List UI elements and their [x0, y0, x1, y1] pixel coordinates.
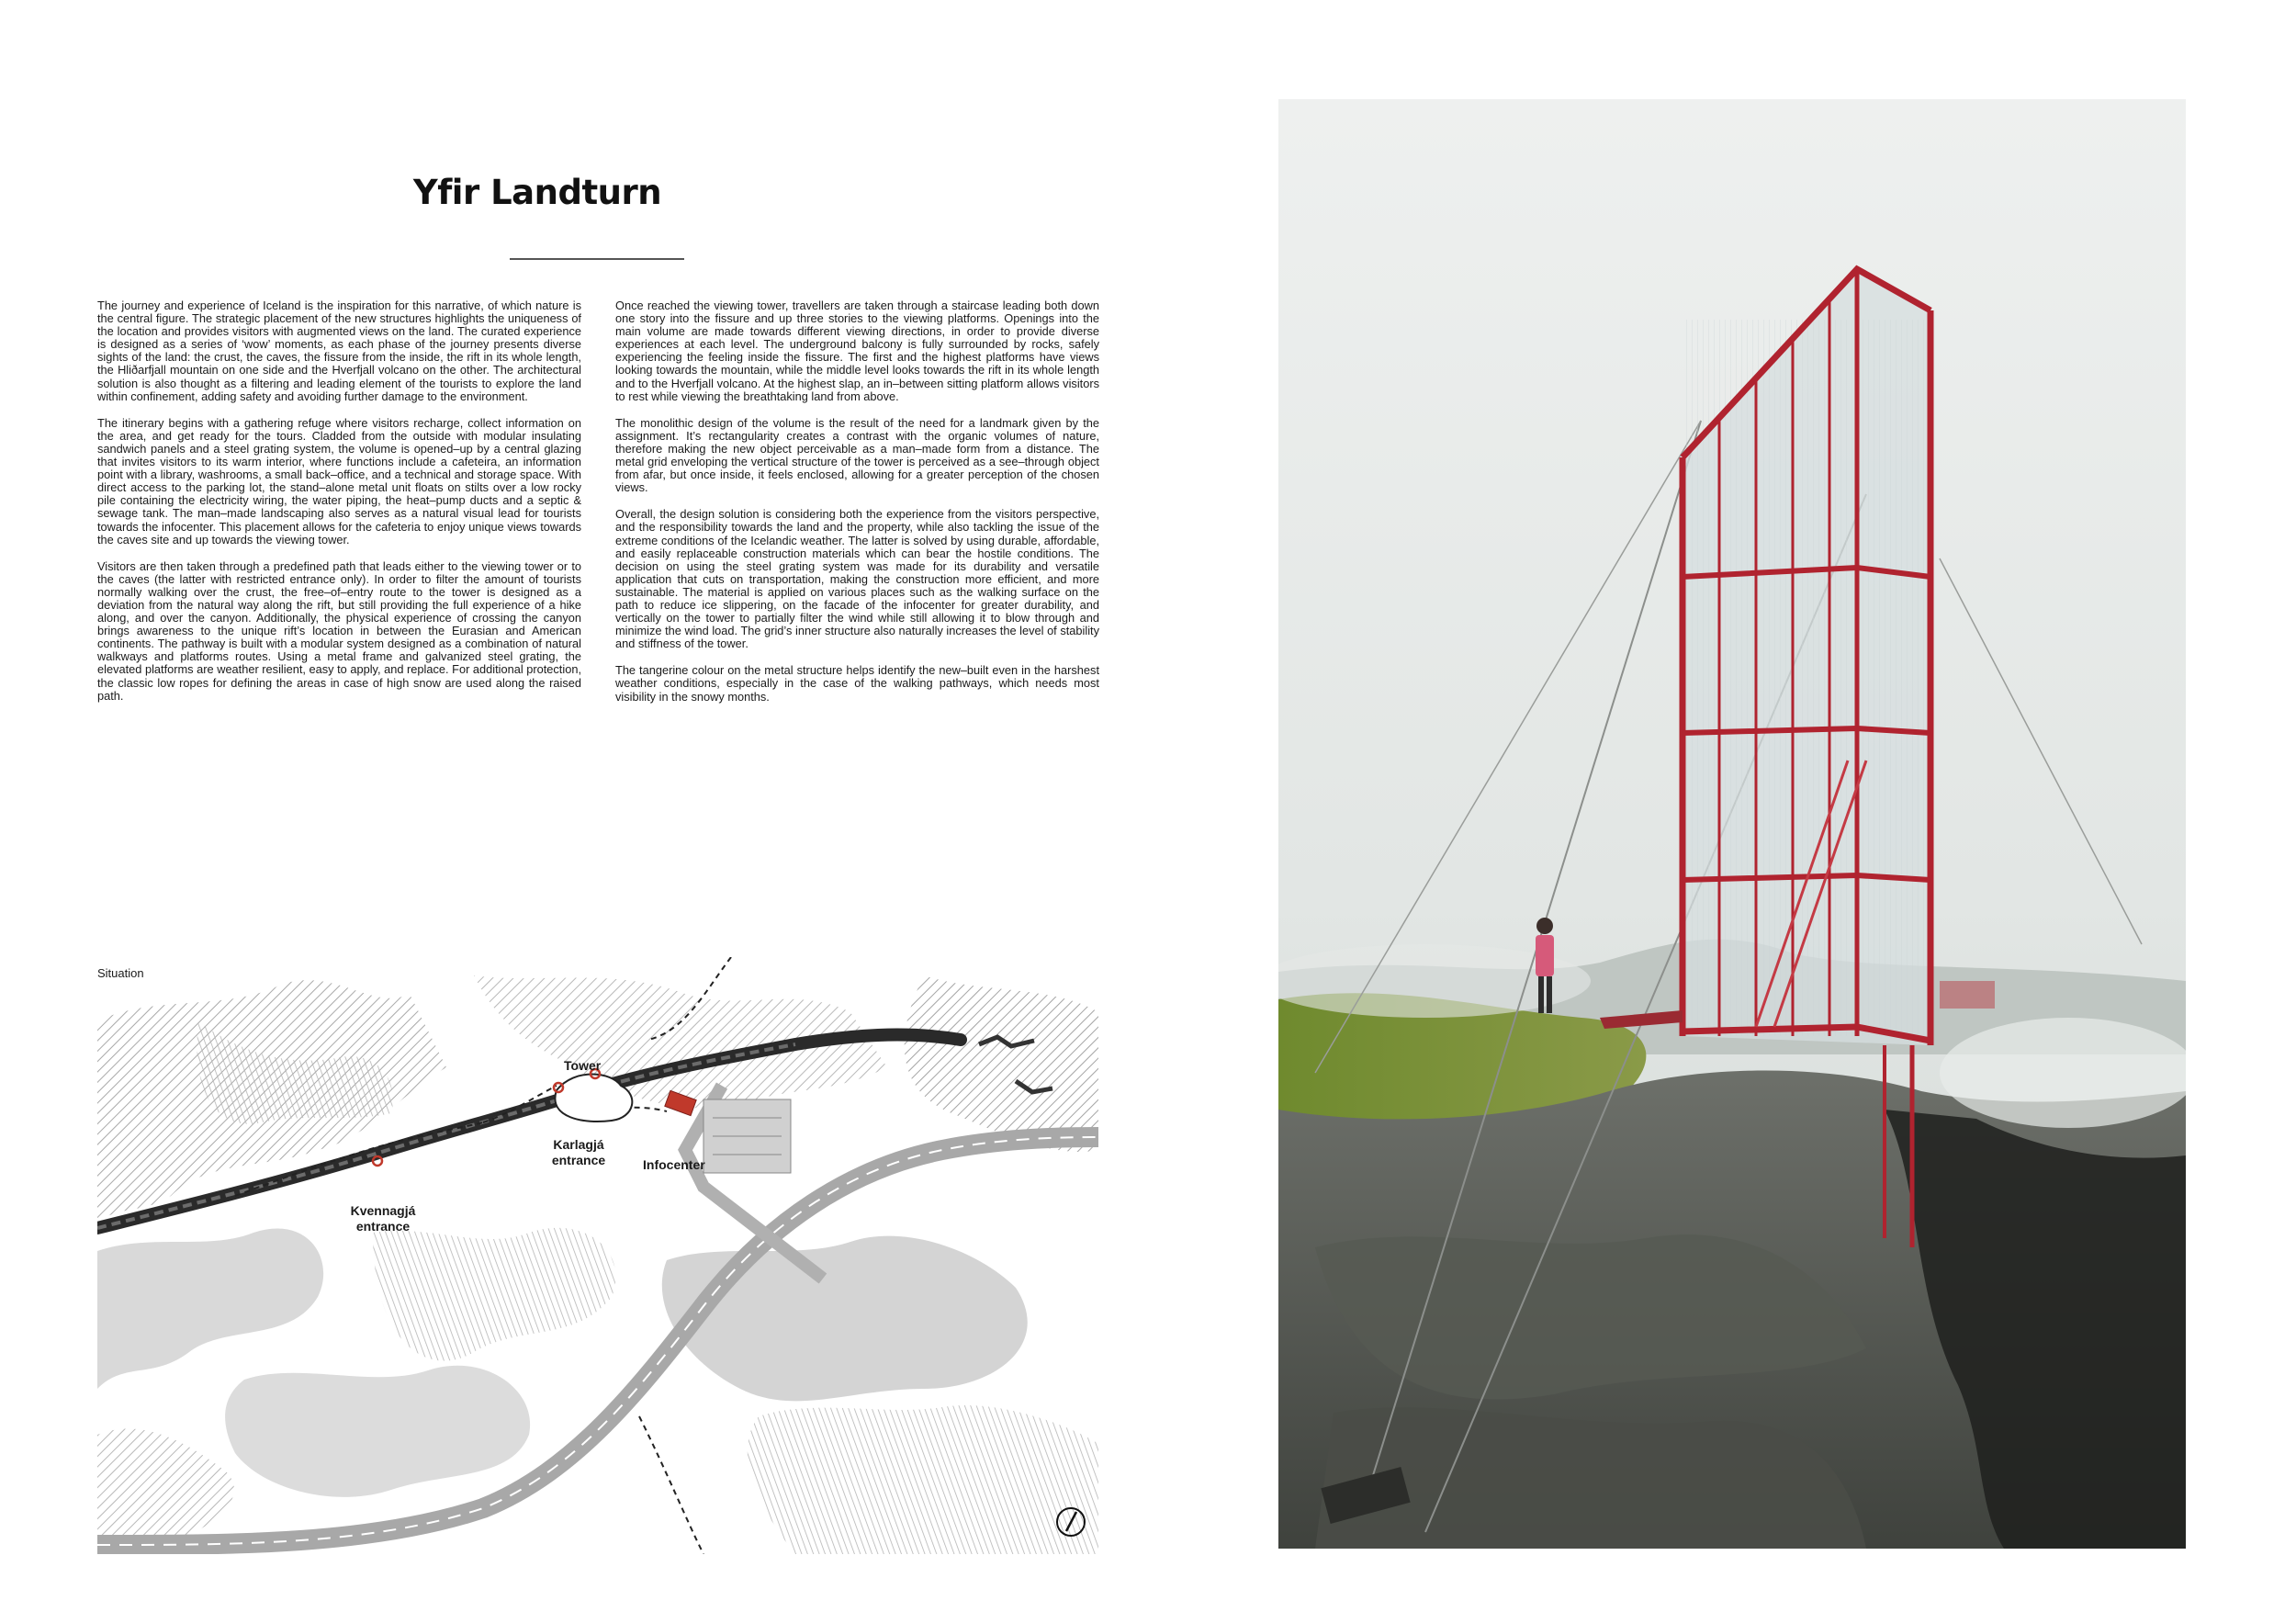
label-infocenter: Infocenter — [643, 1157, 705, 1172]
tower-rendering — [1278, 99, 2186, 1549]
label-line: entrance — [551, 1153, 606, 1167]
steam — [1940, 1018, 2186, 1128]
label-line: entrance — [355, 1219, 411, 1234]
terrain-area — [748, 1405, 1098, 1554]
terrain-area — [905, 975, 1098, 1152]
infocenter-distant — [1940, 981, 1995, 1009]
situation-map — [97, 957, 1098, 1554]
map-caption: Situation — [97, 966, 144, 980]
terrain-area — [97, 1228, 323, 1389]
footpath — [639, 1416, 703, 1554]
label-tower: Tower — [564, 1058, 602, 1073]
text-column-left — [97, 299, 581, 716]
title-divider — [510, 258, 684, 260]
paragraph: The journey and experience of Iceland is the inspiration for this narrative, of which nature is the central figure. The strategic placement of the new structures highlights the uniqueness of the location and provides visitors with augmented views on the land. The curated experience is designed as a series of ‘wow’ moments, as each phase of the journey presents diverse sights of the land: the crust, the caves, the fissure from the inside, the rift in its whole length, the Hliðarfjall mountain on one side and the Hverfjall volcano on the other. The architectural solution is also thought as a filtering and leading element of the tourists to explore the land within confinement, adding safety and avoiding further damage to the environment. — [97, 299, 581, 403]
paragraph: The itinerary begins with a gathering refuge where visitors recharge, collect information on the area, and get ready for the tours. Cladded from the outside with modular insulating sandwich panels and a steel grating system, the volume is opened–up by a central glazing that invites visitors to its warm interior, where functions include a cafeteira, an information point with a library, washrooms, a small back–office, and a technical and storage space. With direct access to the parking lot, the stand–alone metal unit floats on stilts over a low rocky pile containing the electricity wiring, the water piping, the heat–pump ducts and a septic & sewage tank. The man–made landscaping also serves as a natural visual lead for tourists towards the infocenter. This placement allows for the cafeteria to enjoy unique views towards the caves site and up towards the viewing tower. — [97, 415, 581, 547]
paragraph: Once reached the viewing tower, travellers are taken through a staircase leading both down one story into the fissure and up three stories to the viewing platforms. Openings into the main volume are made towards different viewing directions, in order to provide diverse experiences at each level. The underground balcony is fully surrounded by rocks, safely experiencing the feeling inside the fissure. The first and the highest platforms have views looking towards the mountain, while the middle level looks towards the rift in its whole length and to the Hverfjall volcano. At the highest slap, an in–between sitting platform allows visitors to rest while viewing the breathtaking land from above. — [615, 299, 1099, 403]
page-title: Yfir Landturn — [412, 173, 662, 212]
label-line: Kvennagjá — [350, 1203, 416, 1218]
terrain-area — [662, 1236, 1028, 1402]
text-column-right — [615, 299, 1099, 717]
terrain-area — [373, 1228, 615, 1361]
paragraph: The monolithic design of the volume is the result of the need for a landmark given by the assignment. It’s rectangularity creates a contrast with the organic volumes of nature, therefore making the new object perceivable as a man–made form from a distance. The metal grid enveloping the vertical structure of the tower is perceived as a see–through object from afar, but once inside, it feels enclosed, allowing for a greater perception of the chosen views. — [615, 415, 1099, 495]
terrain-area — [225, 1366, 530, 1497]
label-karlagja — [537, 1137, 620, 1168]
paragraph: Visitors are then taken through a predefined path that leads either to the viewing tower or to the caves (the latter with restricted entrance only). In order to filter the amount of tourists normally walking over the crust, the free–of–entry route to the tower is designed as a deviation from the natural way along the rift, but still providing the full experience of a hike along, and over the canyon. Additionally, the physical experience of crossing the canyon brings awareness to the unique rift’s location in between the Eurasian and American continents. The pathway is built with a modular system designed as a combination of natural walkways and platforms routes. Using a metal frame and galvanized steel grating, the elevated platforms are weather resilient, easy to apply, and replace. For additional protection, the classic low ropes for defining the areas in case of high snow are used along the raised path. — [97, 558, 581, 703]
label-kvennagja — [332, 1203, 433, 1234]
label-line: Karlagjá — [553, 1137, 604, 1152]
paragraph: The tangerine colour on the metal structure helps identify the new–built even in the harshest weather conditions, especially in the case of the walking pathways, which needs most visibility in the snowy months. — [615, 663, 1099, 704]
paragraph: Overall, the design solution is considering both the experience from the visitors perspective, and the responsibility towards the land and the property, while also tackling the issue of the extreme conditions of the Icelandic weather. The latter is solved by using durable, affordable, and easily replaceable construction materials which can bear the hostile conditions. The decision on using the steel grating system was made for its durability and versatile application that cuts on transportation, making the construction more efficient, and more sustainable. The material is applied on various places such as the walking surface on the path to reduce ice slippering, on the facade of the infocenter for greater durability, and vertically on the tower to partially filter the wind while still allowing it to blow through and minimize the wind load. The grid’s inner structure also naturally increases the level of stability and stiffness of the tower. — [615, 507, 1099, 651]
